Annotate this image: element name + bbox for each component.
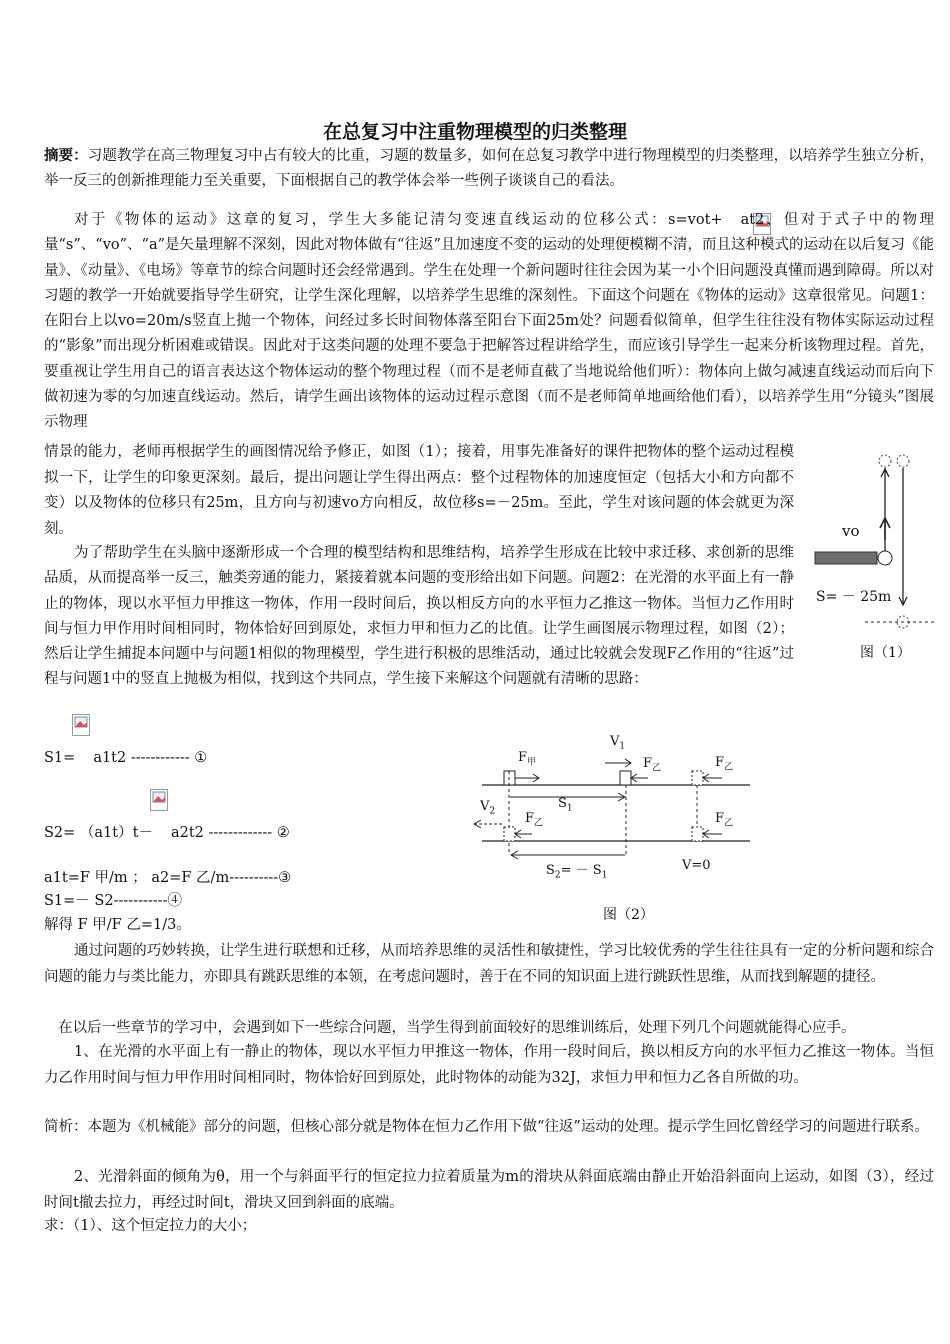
paragraph-1-rest: at2，但对于式子中的物理量“s”、“vo”、“a”是矢量理解不深刻，因此对物体做有“往返”且加速度不变的运动的处理便模糊不清，而且这种模式的运动在以后复习《能量》、《动量》、《电场》等章节的综合问题时还会经常遇到。学生在处理一个新问题时往往会因为某一小个旧问题没真懂而遇到障碍。所以对习题的教学一开始就要指导学生研究，让学生深化理解，以培养学生思维的深刻性。下面这个问题在《物体的运动》这章很常见。问题1：在阳台上以vo=20m/s竖直上抛一个物体，问经过多长时间物体落至阳台下面25m处？问题看似简单，但学生往往没有物体实际运动过程的“影象”而出现分析困难或错误。因此对于这类问题的处理不要急于把解答过程讲给学生，而应该引导学生一起来分析该物理过程。首先，要重视让学生用自己的语言表达这个物体运动的整个物理过程（而不是老师直截了当地说给他们听）：物体向上做匀减速直线运动而后向下做初速为零的匀加速直线运动。然后，请学生画出该物体的运动过程示意图（而不是老师简单地画给他们看），以培养学生用“分镜头”图展示物理 xyxy=(44,212,934,431)
question-1: 1、在光滑的水平面上有一静止的物体，现以水平恒力甲推这一物体，作用一段时间后，换以相反方向的水平恒力乙推这一物体。当恒力乙作用时间与恒力甲作用时间相同时，物体恰好回到原处，此时物体的动能为32J，求恒力甲和恒力乙各自所做的功。 xyxy=(44,1044,934,1086)
figure-1 xyxy=(810,450,940,660)
figure-2-f-jia-label: $F_甲$ xyxy=(518,750,537,768)
abstract-label: 摘要： xyxy=(44,147,88,164)
figure-2-f-yi-label-1: $F_乙$ xyxy=(643,756,662,774)
paragraph-2: 为了帮助学生在头脑中逐渐形成一个合理的模型结构和思维结构，培养学生形成在比较中求迁移、求创新的思维品质，从而提高举一反三，触类旁通的能力，紧接着就本问题的变形给出如下问题。问题2：在光滑的水平面上有一静止的物体，现以水平恒力甲推这一物体，作用一段时间后，换以相反方向的水平恒力乙推这一物体。当恒力乙作用时间与恒力甲作用时间相同时，物体恰好回到原处，求恒力甲和恒力乙的比值。让学生画图展示物理过程，如图（2）；然后让学生捕捉本问题中与问题1相似的物理模型，学生进行积极的思维活动，通过比较就会发现F乙作用的“往返”过程与问题1中的竖直上抛极为相似，找到这个共同点，学生接下来解这个问题就有清晰的思路： xyxy=(44,545,794,688)
equation-2-left: S2= （a1t）t－ xyxy=(44,825,153,841)
equation-1-image-icon xyxy=(72,714,90,734)
analysis-note: 简析：本题为《机械能》部分的问题，但核心部分就是物体在恒力乙作用下做“往返”运动的处理。提示学生回忆曾经学习的问题进行联系。 xyxy=(44,1119,929,1135)
equation-2-image-icon xyxy=(150,789,168,809)
question-2-ask: 求：（1）、这个恒定拉力的大小； xyxy=(44,1218,257,1234)
figure-2-v-zero-label: V=0 xyxy=(682,858,711,873)
paragraph-1-tail: 情景的能力，老师再根据学生的画图情况给予修正，如图（1）；接着，用事先准备好的课件把物体的整个运动过程模拟一下，让学生的印象更深刻。最后，提出问题让学生得出两点：整个过程物体的加速度恒定（包括大小和方向都不变）以及物体的位移只有25m，且方向与初速vo方向相反，故位移s=－25m。至此，学生对该问题的体会就更为深刻。 xyxy=(44,444,794,537)
broken-image-icon xyxy=(723,213,741,233)
figure-2-f-yi-label-3: $F_乙$ xyxy=(525,811,544,829)
paragraph-4: 在以后一些章节的学习中，会遇到如下一些综合问题，当学生得到前面较好的思维训练后，处理下列几个问题就能得心应手。 xyxy=(58,1020,856,1036)
figure-2-s2-label: $S_2= - S_1$ xyxy=(546,863,608,881)
figure-2-drawing xyxy=(470,733,755,883)
equation-4: S1=－ S2-----------④ xyxy=(44,893,182,909)
paragraph-3: 通过问题的巧妙转换，让学生进行联想和迁移，从而培养思维的灵活性和敏捷性，学习比较优秀的学生往往具有一定的分析问题和综合问题的能力与类比能力，亦即具有跳跃思维的本领，在考虑问题时，善于在不同的知识面上进行跳跃性思维，从而找到解题的捷径。 xyxy=(44,943,934,985)
figure-2-v1-label: $V_1$ xyxy=(610,734,626,752)
figure-1-caption: 图（1） xyxy=(860,645,911,661)
figure-1-displacement-label: S= － 25m xyxy=(816,589,892,605)
figure-2-s1-label: $S_1$ xyxy=(558,796,573,814)
equation-2 xyxy=(44,821,290,846)
equation-3: a1t=F 甲/m ； a2=F 乙/m----------③ xyxy=(44,870,292,886)
abstract xyxy=(44,143,934,194)
figure-2-caption: 图（2） xyxy=(603,907,654,923)
equation-2-right: a2t2 ------------- ② xyxy=(170,825,290,841)
equation-1-right: a1t2 ------------ ① xyxy=(93,750,208,766)
figure-1-vo-label: vo xyxy=(842,522,860,540)
figure-2-f-yi-label-2: $F_乙$ xyxy=(715,755,734,773)
page-title: 在总复习中注重物理模型的归类整理 xyxy=(322,121,627,143)
equation-1-left: S1= xyxy=(44,750,76,766)
question-2: 2、光滑斜面的倾角为θ，用一个与斜面平行的恒定拉力拉着质量为m的滑块从斜面底端由静止开始沿斜面向上运动，如图（3），经过时间t撤去拉力，再经过时间t，滑块又回到斜面的底端。 xyxy=(44,1169,934,1211)
paragraph-1-start: 对于《物体的运动》这章的复习，学生大多能记清匀变速直线运动的位移公式：s=vot+ xyxy=(74,212,723,228)
equation-1 xyxy=(44,746,207,771)
paragraph-1 xyxy=(44,208,934,436)
abstract-text: 习题教学在高三物理复习中占有较大的比重，习题的数量多，如何在总复习教学中进行物理模型的归类整理，以培养学生独立分析，举一反三的创新推理能力至关重要，下面根据自己的教学体会举一些例子谈谈自己的看法。 xyxy=(44,148,935,189)
equation-result: 解得 F 甲/F 乙=1/3。 xyxy=(44,917,191,933)
figure-2-f-yi-label-4: $F_乙$ xyxy=(715,811,734,829)
figure-2-v2-label: $V_2$ xyxy=(480,799,496,817)
figure-2 xyxy=(470,733,755,928)
